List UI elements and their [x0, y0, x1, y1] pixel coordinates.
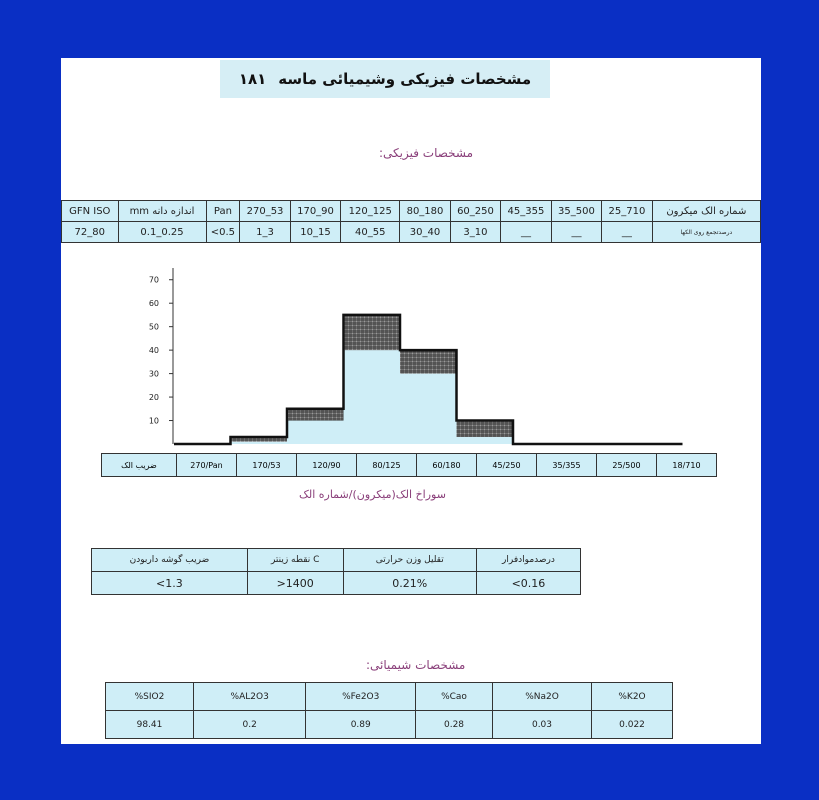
- bar-min: [344, 350, 401, 444]
- mesh-category-cell: 120/90: [297, 454, 357, 477]
- property-value-cell: >1400: [247, 572, 343, 595]
- property-value-cell: <0.16: [476, 572, 580, 595]
- sieve-header-cell: شماره الک میکرون: [652, 201, 760, 222]
- chemical-header-cell: %Fe2O3: [306, 683, 416, 711]
- chemical-value-cell: 0.03: [492, 711, 591, 739]
- sieve-header-cell: 270_53: [240, 201, 290, 222]
- y-tick-label: 30: [148, 369, 159, 379]
- chemical-value-cell: 0.89: [306, 711, 416, 739]
- y-tick-label: 20: [148, 393, 159, 403]
- sieve-value-cell: 3_10: [450, 222, 500, 243]
- mesh-category-cell: 35/355: [537, 454, 597, 477]
- property-header-cell: تقلیل وزن حرارتی: [343, 549, 476, 572]
- y-tick-label: 40: [148, 346, 159, 356]
- sieve-value-cell: __: [551, 222, 601, 243]
- mesh-row-table: [101, 453, 717, 477]
- bar-min: [457, 437, 514, 444]
- y-tick-label: 10: [148, 416, 159, 426]
- chemical-value-cell: 98.41: [106, 711, 194, 739]
- sieve-header-cell: 35_500: [551, 201, 601, 222]
- chemical-value-cell: 0.28: [416, 711, 493, 739]
- property-value-cell: 0.21%: [343, 572, 476, 595]
- title-number: ۱۸۱: [238, 70, 267, 88]
- chemical-header-cell: %AL2O3: [193, 683, 305, 711]
- sieve-header-cell: 60_250: [450, 201, 500, 222]
- sieve-value-cell: __: [501, 222, 551, 243]
- mesh-category-cell: 25/500: [597, 454, 657, 477]
- sieve-header-cell: 170_90: [290, 201, 340, 222]
- y-tick-label: 70: [148, 275, 159, 285]
- y-tick-label: 50: [148, 322, 159, 332]
- mesh-category-cell: 18/710: [657, 454, 717, 477]
- mesh-category-cell: 60/180: [417, 454, 477, 477]
- sieve-value-cell: __: [602, 222, 652, 243]
- sieve-header-cell: 25_710: [602, 201, 652, 222]
- x-axis-label: سوراخ الک(میکرون)/شماره الک: [299, 488, 446, 501]
- sieve-header-cell: 80_180: [400, 201, 450, 222]
- mesh-category-cell: 270/Pan: [177, 454, 237, 477]
- sieve-value-cell: 72_80: [62, 222, 119, 243]
- title-text: مشخصات فیزیکی وشیمیائی ماسه: [278, 70, 532, 88]
- mesh-category-cell: 45/250: [477, 454, 537, 477]
- property-header-cell: درصدموادفرار: [476, 549, 580, 572]
- mesh-row-label: ضریب الک: [102, 454, 177, 477]
- sieve-header-cell: mm اندازه دانه: [118, 201, 206, 222]
- sieve-header-cell: Pan: [206, 201, 240, 222]
- sieve-value-cell: 40_55: [341, 222, 400, 243]
- y-tick-label: 60: [148, 299, 159, 309]
- sieve-header-cell: 45_355: [501, 201, 551, 222]
- physical-heading: مشخصات فیزیکی:: [379, 146, 474, 160]
- document-page: [61, 58, 761, 744]
- bar-range: [400, 350, 457, 373]
- mesh-category-cell: 80/125: [357, 454, 417, 477]
- sieve-value-cell: <0.5: [206, 222, 240, 243]
- sieve-value-cell: 10_15: [290, 222, 340, 243]
- property-header-cell: ضریب گوشه داربودن: [92, 549, 248, 572]
- bar-range: [287, 409, 344, 421]
- chemical-header-cell: %Na2O: [492, 683, 591, 711]
- chemical-header-cell: %SIO2: [106, 683, 194, 711]
- sieve-distribution-chart: [61, 58, 761, 458]
- chemical-header-cell: %K2O: [592, 683, 673, 711]
- property-value-cell: <1.3: [92, 572, 248, 595]
- sieve-header-cell: 120_125: [341, 201, 400, 222]
- sieve-value-cell: 1_3: [240, 222, 290, 243]
- sieve-value-cell: 30_40: [400, 222, 450, 243]
- bar-min: [400, 374, 457, 444]
- mesh-category-cell: 170/53: [237, 454, 297, 477]
- sieve-header-cell: GFN ISO: [62, 201, 119, 222]
- chemical-value-cell: 0.022: [592, 711, 673, 739]
- bar-min: [231, 442, 288, 444]
- property-header-cell: نقطه زینتر C: [247, 549, 343, 572]
- chemical-heading: مشخصات شیمیائی:: [366, 658, 466, 672]
- bar-min: [287, 421, 344, 444]
- bar-range: [457, 421, 514, 437]
- chemical-table: [105, 682, 673, 739]
- bar-range: [344, 315, 401, 350]
- sieve-value-cell: 0.1_0.25: [118, 222, 206, 243]
- sieve-value-cell: درصدتجمع روی الکها: [652, 222, 760, 243]
- properties-table: [91, 548, 581, 595]
- chemical-header-cell: %Cao: [416, 683, 493, 711]
- chemical-value-cell: 0.2: [193, 711, 305, 739]
